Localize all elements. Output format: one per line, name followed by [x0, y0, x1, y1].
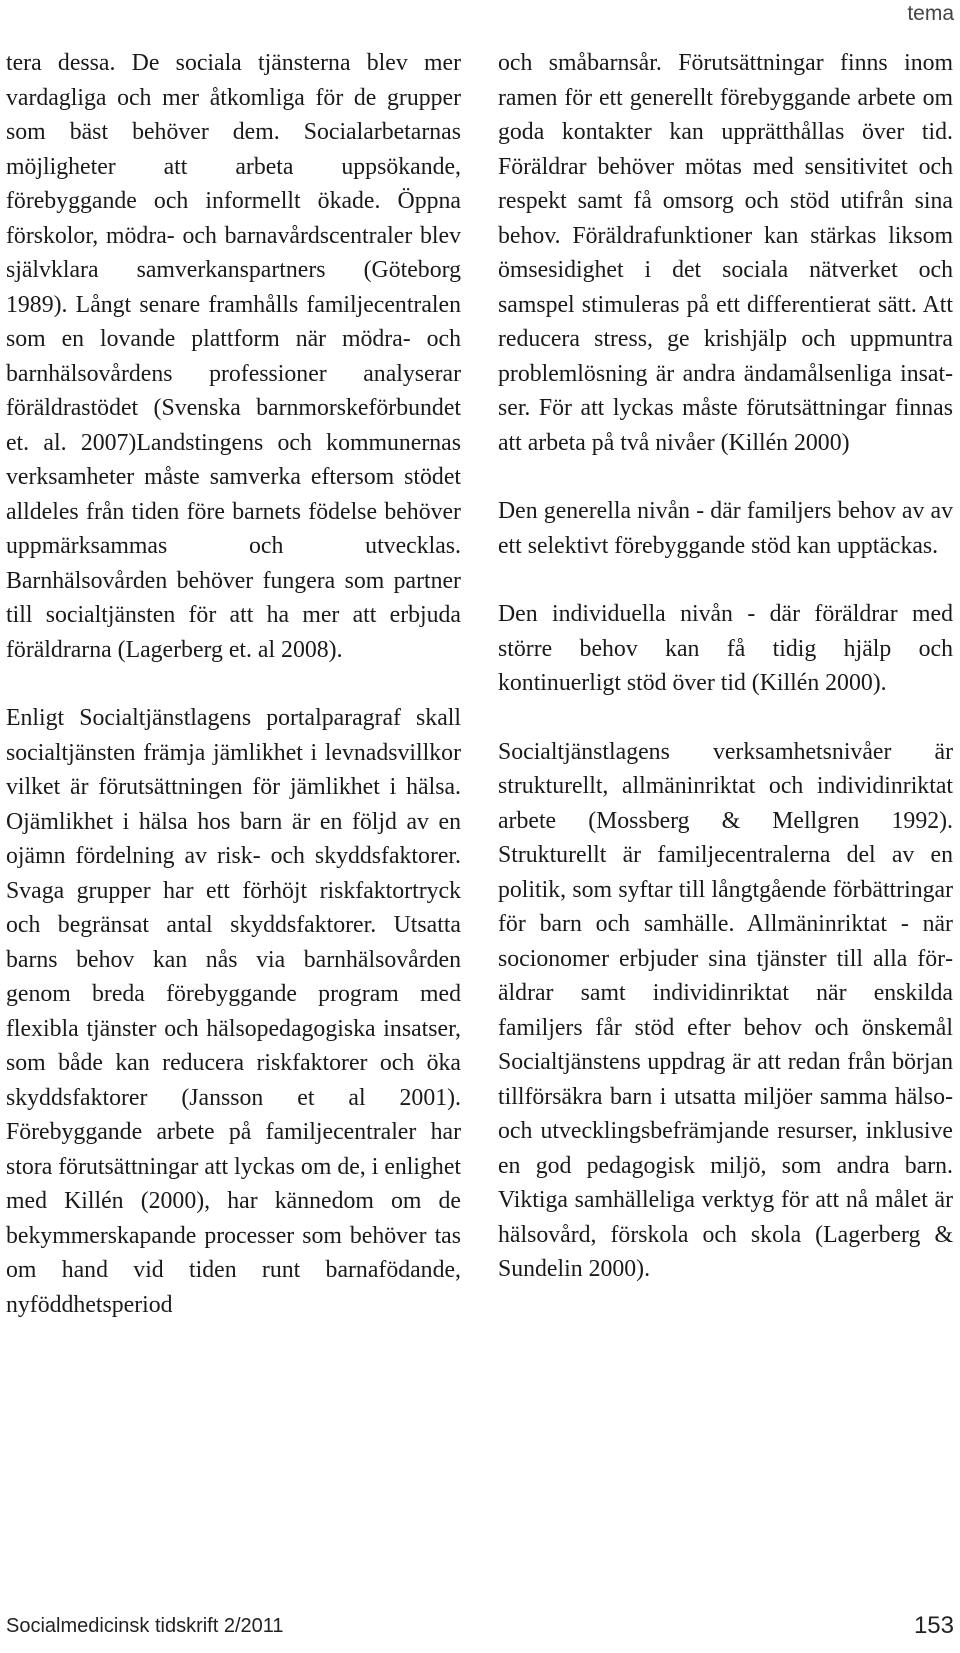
left-column — [6, 46, 461, 1322]
right-column — [498, 46, 953, 1287]
paragraph: Den generella nivån - där familjers behov av av ett selektivt förebyggande stöd kan upptäckas. — [498, 498, 953, 559]
paragraph: och småbarnsår. Förutsättningar finns inom ramen för ett generellt förebyggande arbete om goda kontakter kan upprätthållas över tid. Föräldrar behöver mötas med sensitivitet och respekt samt få omsorg och stöd utifrån sina behov. Föräldrafunktioner kan stärkas liksom ömsesidighet i det sociala nätverket och samspel stimuleras på ett differentierat sätt. Att reducera stress, ge krishjälp och uppmuntra problemlösning är andra ändamålsenliga insatser. För att lyckas måste förutsättningar finnas att arbeta på två nivåer (Killén 2000) — [498, 50, 953, 456]
paragraph: Enligt Socialtjänstlagens portalparagraf skall socialtjänsten främja jämlikhet i levnadsvillkor vilket är förutsättningen för jämlikhet i hälsa. Ojämlikhet i hälsa hos barn är en följd av en ojämn fördelning av risk- och skyddsfaktorer. Svaga grupper har ett förhöjt riskfaktortryck och begränsat antal skyddsfaktorer. Utsatta barns behov kan nås via barnhälsovården genom breda förebyggande program med flexibla tjänster och hälsopedagogiska insatser, som både kan reducera riskfaktorer och öka skyddsfaktorer (Jansson et al 2001). Förebyggande arbete på familjecentraler har stora förutsättningar att lyckas om de, i enlighet med Killén (2000), har kännedom om de bekymmerskapande processer som behöver tas om hand vid tiden runt barnafödande, nyföddhetsperiod — [6, 705, 461, 1318]
paragraph: Den individuella nivån - där föräldrar med större behov kan få tidig hjälp och kontinuerligt stöd över tid (Killén 2000). — [498, 601, 953, 696]
paragraph: tera dessa. De sociala tjänsterna blev mer vardagliga och mer åtkomliga för de grupper som bäst behöver dem. Socialarbetarnas möjligheter att arbeta uppsökande, förebyggande och informellt ökade. Öppna förskolor, mödra- och barnavårdscentraler blev självklara samverkanspartners (Göteborg 1989). Långt senare framhålls familjecentralen som en lovande plattform när mödra- och barnhälsovårdens professioner analyserar föräldrastödet (Svenska barnmorskeförbundet et. al. 2007)Landstingens och kommunernas verksamheter måste samverka eftersom stödet alldeles från tiden före barnets födelse behöver uppmärksammas och utvecklas. Barnhälsovården behöver fungera som partner till socialtjänsten för att ha mer att erbjuda föräldrarna (Lagerberg et. al 2008). — [6, 50, 461, 663]
page-number: 153 — [913, 1612, 954, 1639]
section-tag: tema — [907, 2, 954, 25]
journal-footer: Socialmedicinsk tidskrift 2/2011 — [6, 1615, 284, 1637]
paragraph: Socialtjänstlagens verksamhetsnivåer är strukturellt, allmäninriktat och individinriktat arbete (Mossberg & Mellgren 1992). Strukturellt är familjecentralerna del av en politik, som syftar till långtgående förbättringar för barn och samhälle. Allmäninriktat - när socionomer erbjuder sina tjänster till alla föräldrar samt individinriktat när enskilda familjers får stöd efter behov och önskemål Socialtjänstens uppdrag är att redan från början tillförsäkra barn i utsatta miljöer samma hälso- och utvecklingsbefrämjande resurser, inklusive en god pedagogisk miljö, som andra barn. Viktiga samhälleliga verktyg för att nå målet är hälsovård, förskola och skola (Lagerberg & Sundelin 2000). — [498, 738, 953, 1282]
